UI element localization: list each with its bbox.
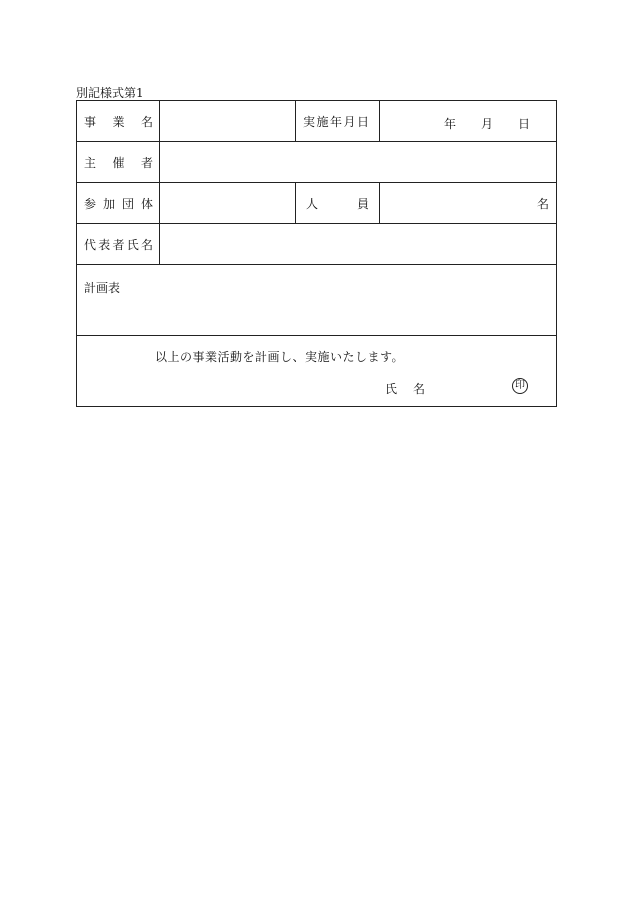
label-headcount: 人 員: [296, 183, 380, 224]
label-participating-groups: 参 加 団 体: [77, 183, 160, 224]
field-plan[interactable]: [77, 265, 557, 336]
month-unit: 月: [481, 117, 494, 131]
row-participating-groups: [77, 183, 557, 224]
declaration-cell: [77, 336, 557, 407]
row-plan: [77, 265, 557, 336]
declaration-text: 以上の事業活動を計画し、実施いたします。: [155, 350, 405, 364]
field-participating-groups[interactable]: [160, 183, 296, 224]
label-project-name: 事 業 名: [77, 101, 160, 142]
field-headcount[interactable]: [380, 183, 557, 224]
declaration-name-label: 氏 名: [385, 382, 426, 396]
year-unit: 年: [444, 117, 457, 131]
form-caption: 別記様式第1: [76, 86, 144, 100]
label-representative: 代 表 者 氏 名: [77, 224, 160, 265]
field-organizer[interactable]: [160, 142, 557, 183]
plan-label: 計画表: [84, 281, 121, 295]
label-organizer: 主 催 者: [77, 142, 160, 183]
headcount-unit: 名: [536, 196, 549, 211]
application-form-table: [76, 100, 557, 407]
row-representative: [77, 224, 557, 265]
field-implementation-date[interactable]: [380, 101, 557, 142]
row-declaration: [77, 336, 557, 407]
day-unit: 日: [518, 117, 531, 131]
field-project-name[interactable]: [160, 101, 296, 142]
field-representative[interactable]: [160, 224, 557, 265]
row-organizer: [77, 142, 557, 183]
label-implementation-date: 実 施 年 月 日: [296, 101, 380, 142]
seal-mark: 印: [512, 378, 528, 394]
row-project-name: [77, 101, 557, 142]
